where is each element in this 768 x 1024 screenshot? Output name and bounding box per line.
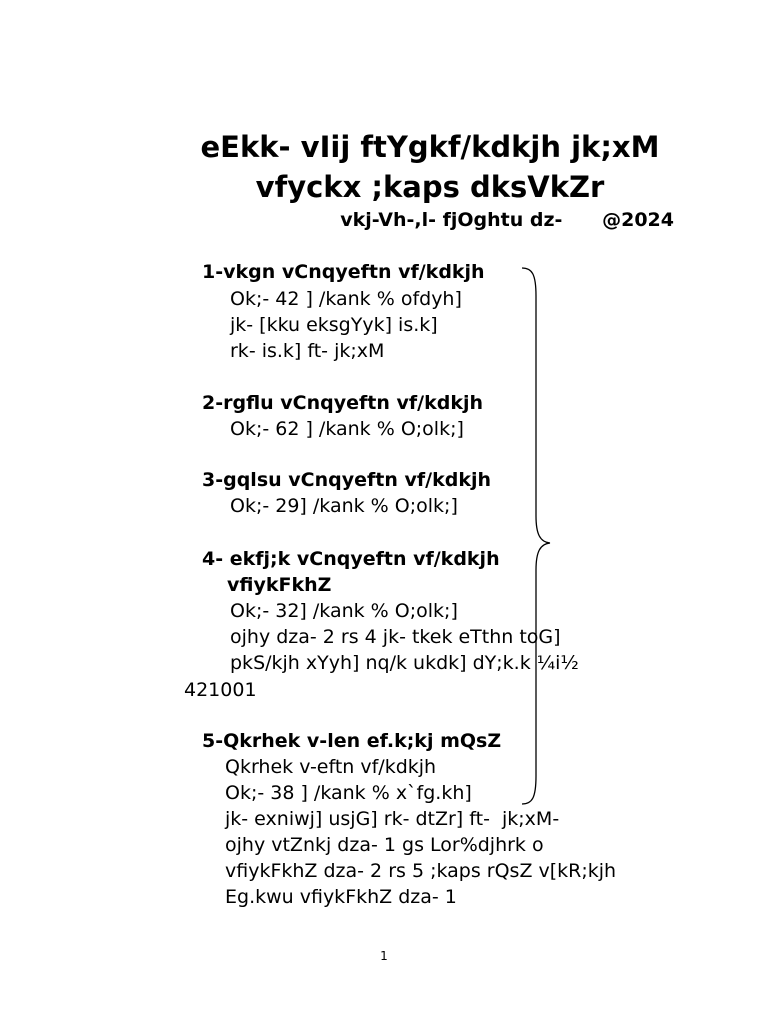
party-4-name: 4- ekfj;k vCnqyeftn vf/kdkjh — [202, 548, 500, 570]
party-5-detail-5: vfiykFkhZ dza- 2 rs 5 ;kaps rQsZ v[kR;kjh — [225, 860, 617, 882]
party-4-detail-1: Ok;- 32] /kank % O;olk;] — [230, 600, 458, 622]
party-4-detail-3: pkS/kjh xYyh] nq/k ukdk] dY;k.k ¼i½ — [230, 652, 579, 674]
page-number: 1 — [380, 949, 388, 963]
party-4-detail-2: ojhy dza- 2 rs 4 jk- tkek eTthn toG] — [230, 626, 561, 648]
party-1-name: 1-vkgn vCnqyeftn vf/kdkjh — [202, 261, 485, 283]
curly-brace-icon — [518, 266, 558, 806]
party-1-detail-1: Ok;- 42 ] /kank % ofdyh] — [230, 288, 462, 310]
party-5-detail-3: jk- exniwj] usjG] rk- dtZr] ft- jk;xM- — [225, 808, 560, 830]
title-line-2: vfyckx ;kaps dksVkZr — [255, 170, 605, 204]
party-4-pincode: 421001 — [184, 679, 257, 701]
party-5-detail-2: Ok;- 38 ] /kank % x`fg.kh] — [225, 782, 472, 804]
party-5-detail-4: ojhy vtZnkj dza- 1 gs Lor%djhrk o — [225, 834, 544, 856]
party-5-name: 5-Qkrhek v-len ef.k;kj mQsZ — [202, 730, 502, 752]
party-4-role: vfiykFkhZ — [227, 574, 332, 596]
party-1-detail-3: rk- is.k] ft- jk;xM — [230, 340, 385, 362]
party-3-detail-1: Ok;- 29] /kank % O;olk;] — [230, 495, 458, 517]
party-2-detail-1: Ok;- 62 ] /kank % O;olk;] — [230, 418, 464, 440]
party-1-detail-2: jk- [kku eksgYyk] is.k] — [230, 314, 438, 336]
title-line-1: eEkk- vIij ftYgkf/kdkjh jk;xM — [200, 130, 660, 164]
party-5-detail-6: Eg.kwu vfiykFkhZ dza- 1 — [225, 886, 457, 908]
party-5-detail-1: Qkrhek v-eftn vf/kdkjh — [225, 756, 437, 778]
case-number: vkj-Vh-,l- fjOghtu dz- @2024 — [340, 209, 674, 231]
party-3-name: 3-gqlsu vCnqyeftn vf/kdkjh — [202, 469, 491, 491]
party-2-name: 2-rgflu vCnqyeftn vf/kdkjh — [202, 392, 484, 414]
